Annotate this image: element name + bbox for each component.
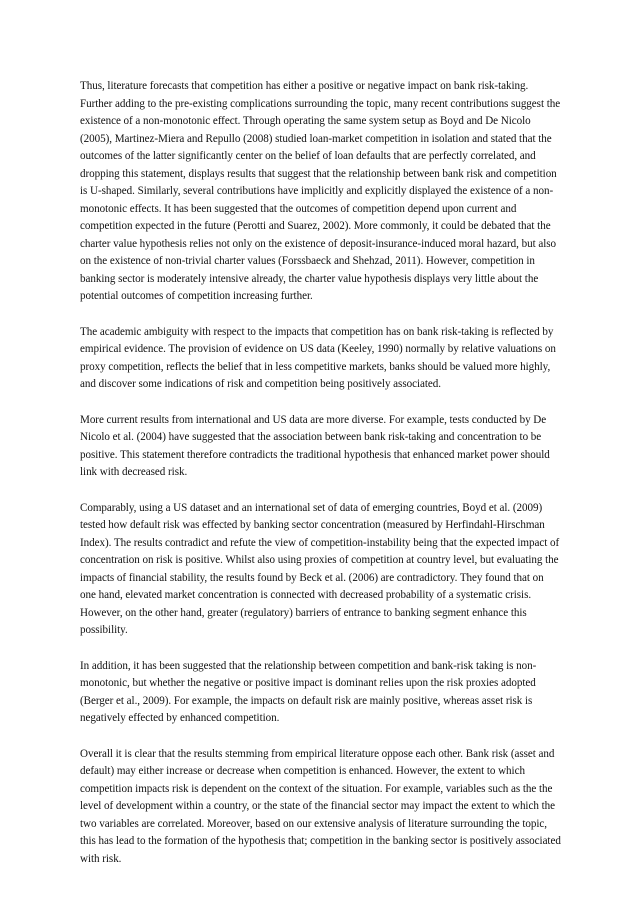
paragraph-3: More current results from international and US data are more diverse. For example, tests conducted by De Nicolo et al. (2004) have suggested that the association between bank risk-taking and concentration to be positive. This statement therefore contradicts the traditional hypothesis that enhanced market power should link with decreased risk. <box>80 413 550 478</box>
paragraph-6: Overall it is clear that the results stemming from empirical literature oppose each other. Bank risk (asset and default) may either increase or decrease when competition is enhanced. However, the extent to which competition impacts risk is dependent on the context of the situation. For example, variables such as the the level of development within a country, or the state of the financial sector may impact the extent to which the two variables are correlated. Moreover, based on our extensive analysis of literature surrounding the topic, this has lead to the formation of the hypothesis that; competition in the banking sector is positively associated with risk. <box>80 747 561 865</box>
paragraph-1: Thus, literature forecasts that competition has either a positive or negative impact on bank risk-taking. Further adding to the pre-existing complications surrounding the topic, many recent contributions suggest the existence of a non-monotonic effect. Through operating the same system setup as Boyd and De Nicolo (2005), Martinez-Miera and Repullo (2008) studied loan-market competition in isolation and stated that the outcomes of the latter significantly center on the belief of loan defaults that are perfectly correlated, and dropping this statement, displays results that suggest that the relationship between bank risk and competition is U-shaped. Similarly, several contributions have implicitly and explicitly displayed the existence of a non-monotonic effects. It has been suggested that the outcomes of competition depend upon current and competition expected in the future (Perotti and Suarez, 2002). More commonly, it could be debated that the charter value hypothesis relies not only on the existence of deposit-insurance-induced moral hazard, but also on the existence of non-trivial charter values (Forssbaeck and Shehzad, 2011). However, competition in banking sector is moderately intensive already, the charter value hypothesis displays very little about the potential outcomes of competition increasing further. <box>80 80 561 302</box>
paragraph-4: Comparably, using a US dataset and an international set of data of emerging countries, Boyd et al. (2009) tested how default risk was effected by banking sector concentration (measured by Herfindahl-Hirschman Index). The results contradict and refute the view of competition-instability being that the expected impact of concentration on risk is positive. Whilst also using proxies of competition at country level, but evaluating the impacts of financial stability, the results found by Beck et al. (2006) are contradictory. They found that on one hand, elevated market concentration is connected with decreased probability of a systematic crisis. However, on the other hand, greater (regulatory) barriers of entrance to banking segment enhance this possibility. <box>80 501 560 636</box>
paragraph-5: In addition, it has been suggested that the relationship between competition and bank-risk taking is non-monotonic, but whether the negative or positive impact is dominant relies upon the risk proxies adopted (Berger et al., 2009). For example, the impacts on default risk are mainly positive, whereas asset risk is negatively effected by enhanced competition. <box>80 659 537 724</box>
document-page <box>80 78 562 886</box>
paragraph-2: The academic ambiguity with respect to the impacts that competition has on bank risk-taking is reflected by empirical evidence. The provision of evidence on US data (Keeley, 1990) normally by relative valuations on proxy competition, reflects the belief that in less competitive markets, banks should be valued more highly, and discover some indications of risk and competition being positively associated. <box>80 325 556 390</box>
